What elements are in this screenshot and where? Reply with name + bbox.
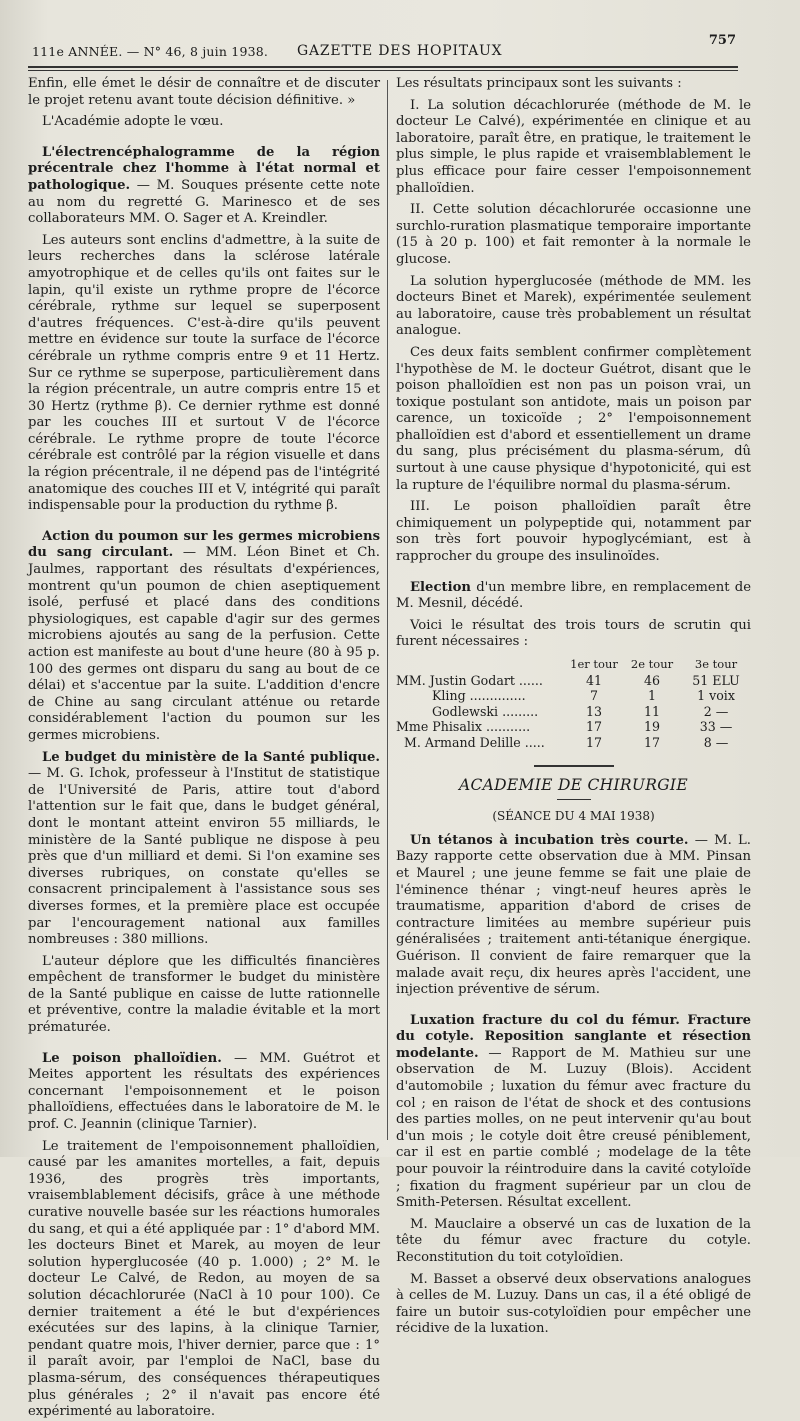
journal-title: GAZETTE DES HOPITAUX xyxy=(297,43,503,59)
article-title: Un tétanos à incubation très courte. xyxy=(410,832,689,848)
paragraph: La solution hyperglucosée (méthode de MM. les docteurs Binet et Marek), expérimentée seulement au laboratoire, cause très probablement un résultat analogue. xyxy=(396,273,751,339)
vote-cell: 41 xyxy=(585,672,603,688)
candidate-name: Godlewski ......... xyxy=(432,703,539,719)
paragraph: Le traitement de l'empoisonnement phalloïdien, causé par les amanites mortelles, a fait, depuis 1936, des progrès très importants, vraisemblablement décisifs, grâce à une méthode curative nouvelle basée sur les réactions humorales du sang, et qui a été appliquée par : 1° d'abord MM. les docteurs Binet et Marek, au moyen de leur solution hyperglucosée (40 p. 1.000) ; 2° M. le docteur Le Calvé, de Redon, au moyen de sa solution décachlorurée (NaCl à 10 pour 100). Ce dernier traitement a été le but d'expériences exécutées sur des lapins, à la clinique Tarnier, pendant quatre mois, l'hiver dernier, parce que : 1° il paraît avoir, par l'emploi de NaCl, base du plasma-sérum, des conséquences thérapeutiques plus générales ; 2° il n'avait pas encore été expérimenté au laboratoire. xyxy=(28,1138,380,1420)
vote-cell: 13 xyxy=(585,703,603,719)
vote-cell: 8 — xyxy=(703,734,729,750)
header-rule-thin xyxy=(28,70,738,71)
article-tetanos xyxy=(396,833,751,999)
vote-cell: 51 ELU xyxy=(692,672,740,688)
vote-row xyxy=(396,719,751,735)
article-luxation xyxy=(396,1013,751,1338)
article-election xyxy=(396,580,751,751)
paragraph: Les résultats principaux sont les suivants : xyxy=(396,76,682,91)
article-text: — MM. Guétrot et Meites apportent les résultats des expériences concernant l'empoisonnement et le poison phalloïdiens, effectuées dans le laboratoire de M. le prof. C. Jeannin (clinique Tarnier). xyxy=(28,1050,380,1133)
vote-cell: 1 voix xyxy=(697,688,735,704)
article-text: — MM. Léon Binet et Ch. Jaulmes, rapportant des résultats d'expériences, montrent qu'un poumon de chien aseptiquement isolé, perfusé et placé dans des conditions physiologiques, est capable d'agir sur des germes microbiens ajoutés au sang de la perfusion. Cette action est manifeste au bout d'une heure (80 à 95 p. 100 des germes ont disparu du sang au bout de ce délai) et s'accentue par la suite. L'addition d'encre de Chine au sang circulant atténue ou retarde considérablement l'action du poumon sur les germes microbiens. xyxy=(28,545,380,743)
article-eeg xyxy=(28,145,380,515)
vote-cell: 33 — xyxy=(699,719,733,735)
vote-cell: 46 xyxy=(643,672,661,688)
issue-line: 111e ANNÉE. — N° 46, 8 juin 1938. xyxy=(32,44,269,59)
section-rule-small xyxy=(557,799,591,800)
section-rule xyxy=(534,765,614,767)
vote-header: 3e tour xyxy=(694,657,738,671)
paragraph: I. La solution décachlorurée (méthode de M. le docteur Le Calvé), expérimentée en clinique et au laboratoire, paraît être, en pratique, le traitement le plus simple, le plus rapide et vraisemblablement le plus efficace pour faire cesser l'empoisonnement phalloïdien. xyxy=(396,97,751,196)
vote-cell: 7 xyxy=(589,688,598,704)
vote-row xyxy=(396,704,751,720)
article-text: — Rapport de M. Mathieu sur une observation de M. Luzuy (Blois). Accident d'automobile ; luxation du fémur avec fracture du col ; en raison de l'état de shock et des contusions des parties molles, on ne peut intervenir qu'au bout d'un mois ; le cotyle doit être creusé péniblement, car il est en partie comblé ; modelage de la tête pour pouvoir la réintroduire dans la cavité cotyloïde ; fixation du fragment supérieur par un clou de Smith-Petersen. Résultat excellent. xyxy=(396,1045,751,1211)
article-poumon xyxy=(28,529,380,745)
paragraph: III. Le poison phalloïdien paraît être chimiquement un polypeptide qui, notamment par son très fort pouvoir hypoglycémiant, est à rapprocher du groupe des insulinoïdes. xyxy=(396,499,751,565)
article-title: Le budget du ministère de la Santé publique. xyxy=(42,749,380,765)
page-number: 757 xyxy=(708,33,736,48)
article-title: Luxation fracture du col du fémur. Fracture du cotyle. Reposition sanglante et résection modelante. xyxy=(396,1012,751,1061)
article-text: — M. L. Bazy rapporte cette observation due à MM. Pinsan et Maurel ; une jeune femme se fait une plaie de l'éminence thénar ; vingt-neuf heures après le traumatisme, apparition d'abord de crises de contracture limitées au membre supérieur puis généralisées ; traitement anti-tétanique énergique. Guérison. Il convient de faire remarquer que la malade avait reçu, dix heures après l'accident, une injection préventive de sérum. xyxy=(396,832,751,998)
vote-row xyxy=(396,673,751,689)
candidate-name: Mme Phisalix ........... xyxy=(396,719,531,735)
vote-cell: 11 xyxy=(643,703,661,719)
vote-cell: 17 xyxy=(585,734,603,750)
paragraph: Les auteurs sont enclins d'admettre, à la suite de leurs recherches dans la sclérose latérale amyotrophique et de celles qu'ils ont faites sur le lapin, qu'il existe un rythme propre de l'écorce cérébrale, rythme sur lequel se superposent d'autres fréquences. C'est-à-dire qu'ils peuvent mettre en évidence sur toute la surface de l'écorce cérébrale un rythme compris entre 9 et 11 Hertz. Sur ce rythme se superpose, particulièrement dans la région précentrale, un autre compris entre 15 et 30 Hertz (rythme β). Ce dernier rythme est donné par les couches III et surtout V de l'écorce cérébrale. Le rythme propre de toute l'écorce cérébrale est contrôlé par la région visuelle et dans la région précentrale, il ne dépend pas de l'intégrité anatomique des couches III et V, intégrité qui paraît indispensable pour la production du rythme β. xyxy=(28,232,380,514)
header-rule xyxy=(28,66,738,68)
article-title: L'électrencéphalogramme de la région précentrale chez l'homme à l'état normal et pathologique. xyxy=(28,144,380,193)
vote-cell: 19 xyxy=(643,719,661,735)
paragraph: M. Mauclaire a observé un cas de luxation de la tête du fémur avec fracture du cotyle. Reconstitution du toit cotyloïdien. xyxy=(396,1216,751,1265)
article-title: Action du poumon sur les germes microbiens du sang circulant. xyxy=(28,528,380,561)
article-text: d'un membre libre, en remplacement de M. Mesnil, décédé. xyxy=(396,579,751,612)
vote-cell: 17 xyxy=(643,734,661,750)
section-heading: ACADEMIE DE CHIRURGIE xyxy=(459,775,688,794)
vote-cell: 1 xyxy=(647,688,656,704)
vote-header: 1er tour xyxy=(570,657,618,671)
paragraph: Ces deux faits semblent confirmer complètement l'hypothèse de M. le docteur Guétrot, disant que le poison phalloïdien est non pas un poison vrai, un toxique postulant son antidote, mais un poison par carence, un toxicoïde ; 2° l'empoisonnement phalloïdien est d'abord et essentiellement un drame du sang, plus précisément du plasma-sérum, dû surtout à une cause physique d'hypotonicité, qui est la rupture de l'équilibre normal du plasma-sérum. xyxy=(396,344,751,493)
article-title: Le poison phalloïdien. xyxy=(42,1050,222,1066)
candidate-name: M. Armand Delille ..... xyxy=(404,734,545,750)
paragraph: L'auteur déplore que les difficultés financières empêchent de transformer le budget du ministère de la Santé publique en caisse de lutte rationnelle et préventive, contre la maladie évitable et la mort prématurée. xyxy=(28,953,380,1036)
candidate-name: MM. Justin Godart ...... xyxy=(396,672,543,688)
paragraph: Enfin, elle émet le désir de connaître et de discuter le projet retenu avant toute décision définitive. » xyxy=(28,76,380,108)
left-column xyxy=(28,76,380,1420)
right-column xyxy=(396,76,751,1337)
vote-table xyxy=(396,656,751,751)
vote-row xyxy=(396,735,751,751)
paragraph: L'Académie adopte le vœu. xyxy=(42,114,224,130)
paragraph: Voici le résultat des trois tours de scrutin qui furent nécessaires : xyxy=(396,617,751,650)
column-divider xyxy=(387,80,388,1140)
article-phalloidien xyxy=(28,1051,380,1421)
page-header xyxy=(22,28,740,64)
candidate-name: Kling .............. xyxy=(432,688,526,704)
article-text: — M. G. Ichok, professeur à l'Institut de statistique de l'Université de Paris, attire tout d'abord l'attention sur le fait que, dans le budget général, dont le montant atteint environ 55 milliards, le ministère de la Santé publique ne dispose à peu près que d'un milliard et demi. Si l'on examine ses diverses rubriques, on constate qu'elles se consacrent principalement à l'assistance sous ses diverses formes, et la première place est occupée par l'encouragement national aux familles nombreuses : 380 millions. xyxy=(28,766,380,948)
paragraph: II. Cette solution décachlorurée occasionne une surchlo-ruration plasmatique temporaire importante (15 à 20 p. 100) et fait remonter à la normale le glucose. xyxy=(396,202,751,267)
seance-date: (SÉANCE DU 4 MAI 1938) xyxy=(492,809,655,824)
article-budget xyxy=(28,750,380,1037)
vote-cell: 2 — xyxy=(703,703,729,719)
vote-header: 2e tour xyxy=(630,657,674,671)
vote-row xyxy=(396,688,751,704)
paragraph: M. Basset a observé deux observations analogues à celles de M. Luzuy. Dans un cas, il a été obligé de faire un butoir sus-cotyloïdien pour empêcher une récidive de la luxation. xyxy=(396,1271,751,1337)
vote-cell: 17 xyxy=(585,719,603,735)
article-intro: — M. Souques présente cette note au nom du regretté G. Marinesco et de ses collaborateurs MM. O. Sager et A. Kreindler. xyxy=(28,177,380,227)
article-title: Election xyxy=(410,579,471,595)
